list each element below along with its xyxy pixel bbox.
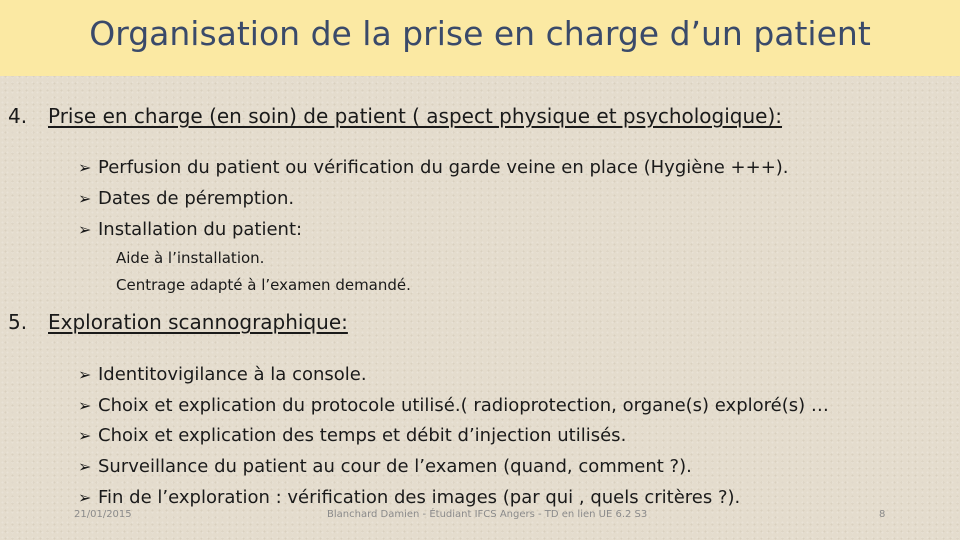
arrow-bullet-icon: ➢ [78,220,92,239]
bullet-item: ➢ Perfusion du patient ou vérification du garde veine en place (Hygiène +++). [78,157,789,178]
arrow-bullet-icon: ➢ [78,189,92,208]
bullet-item: ➢ Choix et explication des temps et débit d’injection utilisés. [78,425,627,446]
bullet-item: ➢ Identitovigilance à la console. [78,364,367,385]
section-4-number: 4. [8,104,28,128]
footer-date: 21/01/2015 [74,509,132,520]
section-4-heading [8,104,782,128]
section-5-number: 5. [8,310,28,334]
page-number: 8 [879,509,886,520]
bullet-item: ➢ Dates de péremption. [78,188,295,209]
bullet-item: ➢ Choix et explication du protocole utilisé.( radioprotection, organe(s) exploré(s) … [78,395,829,416]
arrow-bullet-icon: ➢ [78,365,92,384]
slide-title: Organisation de la prise en charge d’un patient [89,14,871,53]
section-4-title: Prise en charge (en soin) de patient ( aspect physique et psychologique): [48,104,783,128]
arrow-bullet-icon: ➢ [78,158,92,177]
bullet-item: ➢ Fin de l’exploration : vérification des images (par qui , quels critères ?). [78,487,741,508]
arrow-bullet-icon: ➢ [78,488,92,507]
section-5-title: Exploration scannographique: [48,310,348,334]
sub-item: Aide à l’installation. [116,249,265,267]
bullet-item: ➢ Installation du patient: [78,219,303,240]
sub-item: Centrage adapté à l’examen demandé. [116,276,411,294]
footer-author: Blanchard Damien - Étudiant IFCS Angers - TD en lien UE 6.2 S3 [327,509,648,520]
bullet-item: ➢ Surveillance du patient au cour de l’examen (quand, comment ?). [78,456,692,477]
arrow-bullet-icon: ➢ [78,457,92,476]
section-5-heading [8,310,348,334]
arrow-bullet-icon: ➢ [78,426,92,445]
arrow-bullet-icon: ➢ [78,396,92,415]
